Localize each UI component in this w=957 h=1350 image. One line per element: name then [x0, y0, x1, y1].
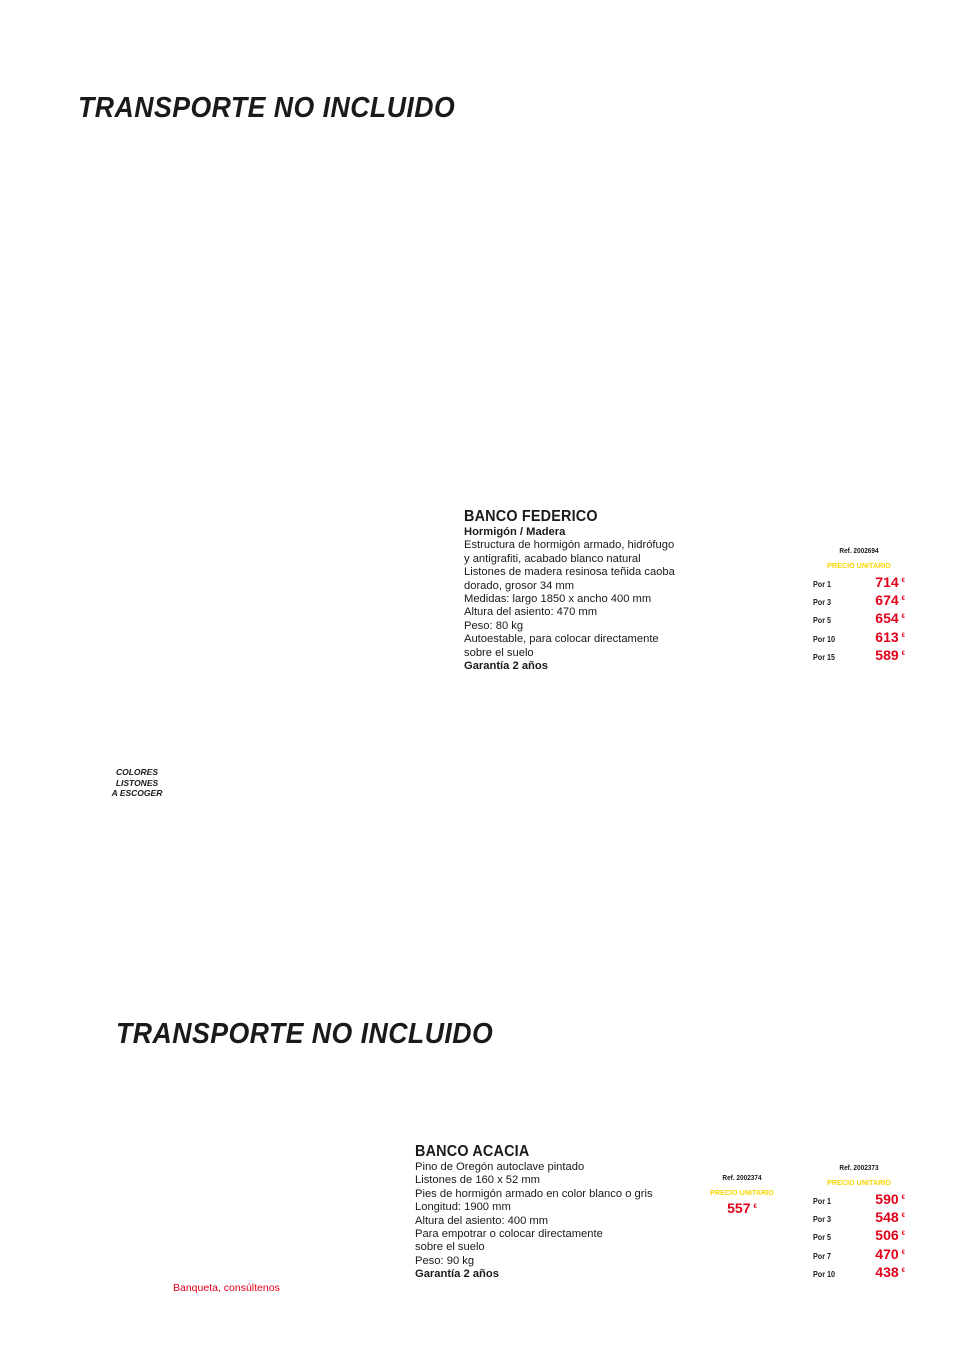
price-amount: 438 € [875, 1263, 905, 1280]
price-amount: 674 € [875, 592, 905, 609]
spec-line: Altura del asiento: 400 mm [415, 1214, 549, 1227]
spec-line: Altura del asiento: 470 mm [464, 606, 598, 619]
colors-note-line: COLORES [115, 767, 159, 777]
product-federico [464, 508, 675, 673]
price-qty: Por 10 [813, 634, 836, 644]
price-row [813, 1191, 905, 1209]
price-qty: Por 3 [813, 1215, 832, 1225]
spec-line: Peso: 90 kg [415, 1254, 475, 1267]
spec-line: Medidas: largo 1850 x ancho 400 mm [464, 593, 652, 606]
price-amount: 470 € [875, 1245, 905, 1262]
transport-banner-bottom: TRANSPORTE NO INCLUIDO [116, 1018, 494, 1050]
spec-line: Peso: 80 kg [464, 619, 524, 632]
price-amount: 506 € [875, 1227, 905, 1244]
price-qty: Por 10 [813, 1269, 836, 1279]
price-amount: 590 € [875, 1191, 905, 1207]
footnote-banqueta: Banqueta, consúltenos [173, 1282, 280, 1294]
product-ref: Ref. 2002694 [839, 546, 879, 555]
price-row [813, 574, 905, 592]
product-acacia [415, 1143, 653, 1282]
spec-line: Pies de hormigón armado en color blanco o gris [415, 1187, 653, 1200]
unit-price-label: PRECIO UNITARIO [827, 561, 891, 570]
spec-line: sobre el suelo [415, 1241, 485, 1254]
price-table-acacia [813, 1163, 905, 1282]
warranty: Garantía 2 años [464, 660, 548, 673]
spec-line: sobre el suelo [464, 646, 534, 659]
price-qty: Por 3 [813, 598, 832, 608]
price-row [813, 629, 905, 647]
price-qty: Por 1 [813, 1197, 832, 1206]
unit-price-label: PRECIO UNITARIO [827, 1178, 891, 1187]
price-row [813, 647, 905, 665]
spec-line: Listones de madera resinosa teñida caoba [464, 566, 675, 579]
price-qty: Por 5 [813, 1233, 832, 1243]
product-ref: Ref. 2002373 [839, 1163, 879, 1172]
price-qty: Por 5 [813, 616, 832, 626]
price-qty: Por 7 [813, 1251, 832, 1261]
price-row [813, 592, 905, 610]
price-qty: Por 15 [813, 652, 836, 662]
colors-note [97, 767, 177, 799]
product-name: BANCO FEDERICO [464, 508, 598, 525]
unit-price-label: PRECIO UNITARIO [710, 1188, 774, 1197]
price-row [813, 1209, 905, 1227]
price-amount: 714 € [875, 574, 905, 590]
spec-line: dorado, grosor 34 mm [464, 579, 575, 592]
colors-note-line: LISTONES [115, 777, 159, 788]
price-table-federico [813, 546, 905, 665]
price-row [813, 1264, 905, 1282]
product-material: Hormigón / Madera [464, 526, 566, 538]
spec-line: Para empotrar o colocar directamente [415, 1228, 603, 1241]
product-ref: Ref. 2002374 [722, 1173, 762, 1182]
warranty: Garantía 2 años [415, 1268, 499, 1281]
spec-line: Longitud: 1900 mm [415, 1201, 511, 1214]
product-name: BANCO ACACIA [415, 1143, 530, 1160]
colors-note-line: A ESCOGER [111, 788, 163, 798]
spec-line: y antigrafiti, acabado blanco natural [464, 552, 641, 565]
price-qty: Por 1 [813, 580, 832, 589]
spec-line: Estructura de hormigón armado, hidrófugo [464, 539, 675, 552]
transport-banner-top: TRANSPORTE NO INCLUIDO [78, 92, 456, 124]
spec-line: Listones de 160 x 52 mm [415, 1174, 540, 1187]
price-amount: 589 € [875, 646, 905, 663]
price-amount: 654 € [875, 610, 905, 627]
price-amount: 557 € [727, 1200, 757, 1216]
price-row [813, 1246, 905, 1264]
price-single-acacia [702, 1173, 782, 1216]
price-row [813, 1227, 905, 1245]
spec-line: Pino de Oregón autoclave pintado [415, 1161, 585, 1173]
price-row [813, 610, 905, 628]
spec-line: Autoestable, para colocar directamente [464, 633, 659, 646]
price-amount: 548 € [875, 1209, 905, 1226]
price-amount: 613 € [875, 628, 905, 645]
